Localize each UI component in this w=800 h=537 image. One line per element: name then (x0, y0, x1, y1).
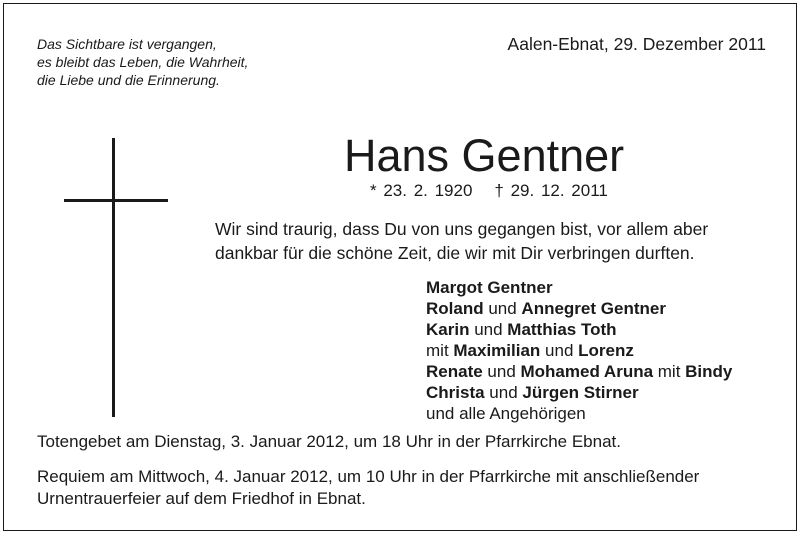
cross-horizontal-bar (64, 199, 168, 202)
memorial-quote (37, 35, 248, 89)
mourner-line (426, 277, 732, 298)
mourner-line (426, 361, 732, 382)
mourner-line: und alle Angehörigen (426, 404, 586, 423)
condolence-message (215, 217, 775, 265)
mourner-name: Christa (426, 383, 485, 402)
message-line: dankbar für die schöne Zeit, die wir mit Dir verbringen durften. (215, 243, 695, 263)
prayer-service-info: Totengebet am Dienstag, 3. Januar 2012, um 18 Uhr in der Pfarrkirche Ebnat. (37, 432, 621, 451)
conjunction: und (469, 320, 508, 339)
conjunction: und (482, 362, 521, 381)
conjunction: und (484, 383, 523, 402)
place-and-date: Aalen-Ebnat, 29. Dezember 2011 (507, 34, 766, 54)
mourner-name: Mohamed Aruna (520, 362, 654, 381)
requiem-line: Requiem am Mittwoch, 4. Januar 2012, um 10 Uhr in der Pfarrkirche mit anschließender (37, 467, 700, 486)
conjunction: und (540, 341, 579, 360)
mourner-name: Bindy (685, 362, 733, 381)
obituary-notice (3, 3, 797, 531)
cross-vertical-bar (112, 138, 115, 417)
mourner-name: Roland (426, 299, 484, 318)
mourner-name: Lorenz (578, 341, 634, 360)
mourner-line (426, 340, 732, 361)
deceased-name: Hans Gentner (344, 130, 625, 181)
conjunction: mit (653, 362, 686, 381)
mourner-name: Jürgen Stirner (522, 383, 639, 402)
quote-line: Das Sichtbare ist vergangen, (37, 36, 217, 52)
birth-date: * 23. 2. 1920 (370, 181, 473, 200)
mourner-line (426, 298, 732, 319)
requiem-info (37, 466, 699, 510)
conjunction: und (483, 299, 522, 318)
mourner-name: Margot Gentner (426, 278, 553, 297)
mourner-name: Matthias Toth (507, 320, 617, 339)
life-dates (370, 181, 608, 201)
quote-line: die Liebe und die Erinnerung. (37, 72, 220, 88)
requiem-line: Urnentrauerfeier auf dem Friedhof in Ebnat. (37, 489, 366, 508)
mourner-name: Maximilian (453, 341, 541, 360)
mourners-list (426, 277, 732, 424)
death-date: † 29. 12. 2011 (494, 181, 608, 200)
message-line: Wir sind traurig, dass Du von uns gegangen bist, vor allem aber (215, 219, 709, 239)
conjunction: mit (426, 341, 454, 360)
mourner-name: Karin (426, 320, 470, 339)
mourner-name: Renate (426, 362, 483, 381)
mourner-line (426, 382, 732, 403)
mourner-name: Annegret Gentner (521, 299, 666, 318)
quote-line: es bleibt das Leben, die Wahrheit, (37, 54, 249, 70)
mourner-line (426, 319, 732, 340)
